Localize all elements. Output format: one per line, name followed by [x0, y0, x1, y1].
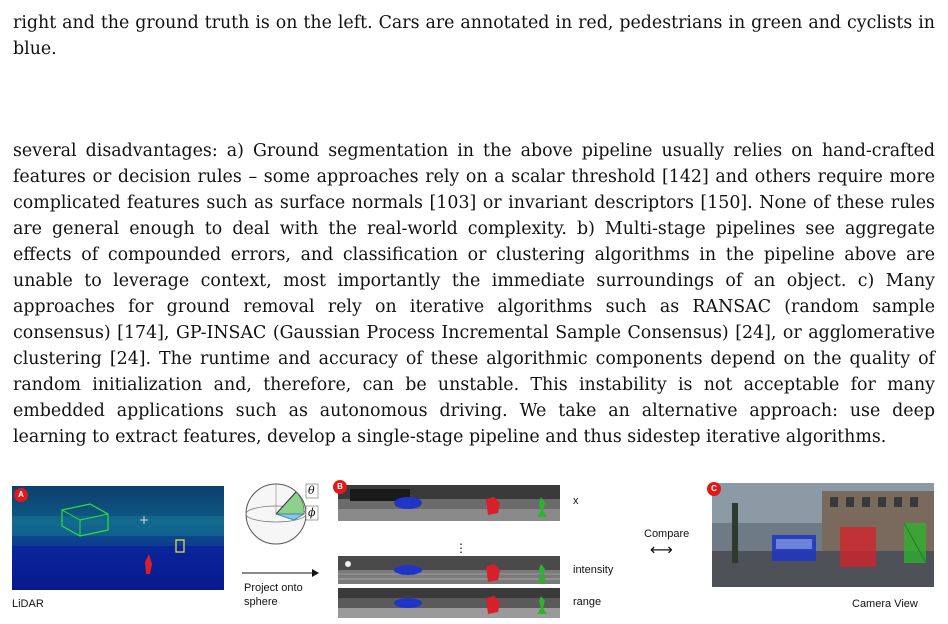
phi-label: ϕ: [308, 506, 316, 519]
camera-view-panel: [712, 483, 934, 587]
body-paragraph: several disadvantages: a) Ground segmentation in the above pipeline usually relies on hand-crafted features or decision rules – some approaches rely on a scalar threshold [142] and others require more complicated features such as surface normals [103] or invariant descriptors [150]. None of these rules are general enough to deal with the real-world complexity. b) Multi-stage pipelines see aggregate effects of compounded errors, and classification or clustering algorithms in the pipeline above are unable to leverage context, most importantly the immediate surroundings of an object. c) Many approaches for ground removal rely on iterative algorithms such as RANSAC (random sample consensus) [174], GP-INSAC (Gaussian Process Incremental Sample Consensus) [24], or agglomerative clustering [24]. The runtime and accuracy of these algorithmic components depend on the quality of random initialization and, therefore, can be unstable. This instability is not acceptable for many embedded applications such as autonomous driving. We take an alternative approach: use deep learning to extract features, develop a single-stage pipeline and thus sidestep iterative algorithms.: [13, 141, 935, 447]
channel-x-strip: [338, 485, 560, 521]
sphere-diagram: [244, 480, 320, 556]
lidar-label: LiDAR: [12, 598, 44, 610]
pipeline-figure: [0, 478, 948, 624]
channel-label-x: x: [573, 495, 579, 507]
project-label-line2: sphere: [244, 596, 278, 608]
badge-c: C: [707, 482, 721, 496]
lidar-point-cloud-image: [12, 486, 224, 590]
compare-label: Compare: [644, 528, 690, 540]
theta-label: θ: [308, 484, 315, 497]
lidar-panel: [12, 486, 224, 590]
channel-ellipsis: ⋮: [455, 541, 467, 555]
camera-image: [712, 483, 934, 587]
figure-caption-tail: right and the ground truth is on the left. Cars are annotated in red, pedestrians in green and cyclists in blue.: [13, 13, 935, 59]
project-arrow: [240, 568, 320, 578]
channel-intensity-strip: [338, 556, 560, 584]
camera-view-label: Camera View: [852, 598, 918, 610]
channel-label-intensity: intensity: [573, 564, 614, 576]
project-label-line1: Project onto: [244, 582, 303, 594]
compare-arrow: ⟷: [650, 542, 673, 559]
channel-label-range: range: [573, 596, 602, 608]
badge-b: B: [333, 480, 347, 494]
channel-range-strip: [338, 588, 560, 618]
badge-a: A: [14, 488, 28, 502]
